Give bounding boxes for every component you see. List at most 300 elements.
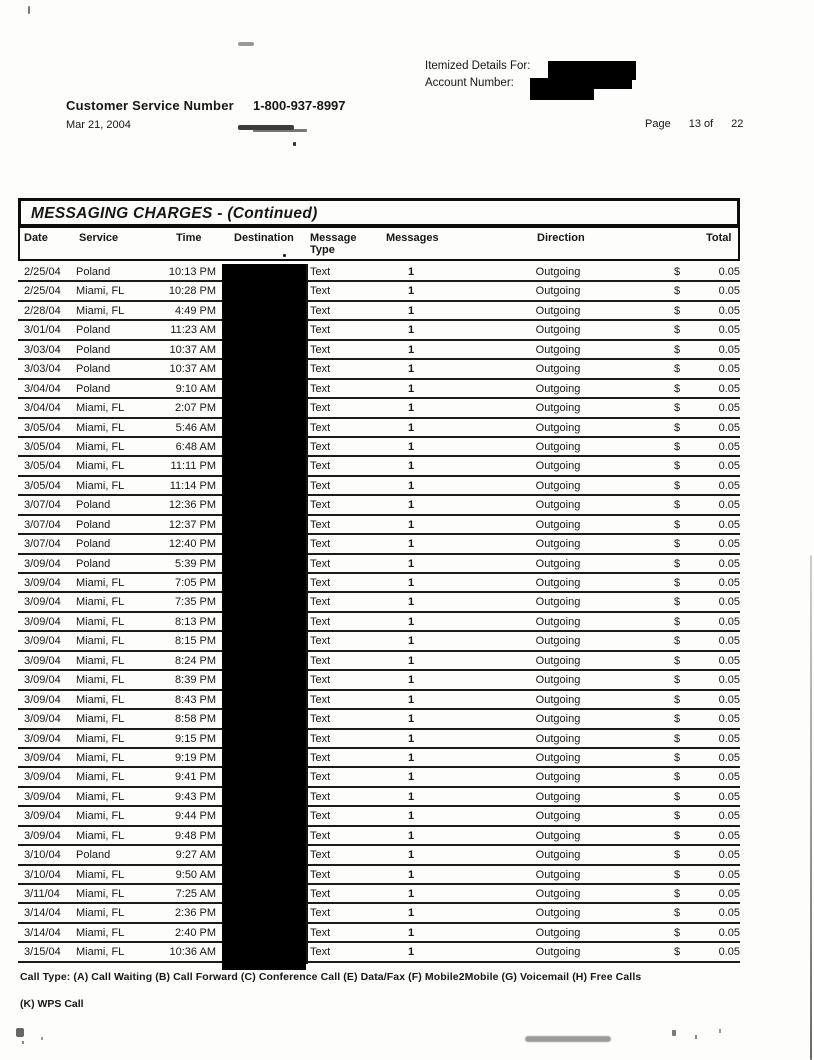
cell-messages: 1: [407, 304, 415, 317]
cell-messages: 1: [407, 557, 415, 570]
cell-messages: 1: [407, 751, 415, 764]
scan-edge-line: [810, 555, 812, 1060]
cell-time: 7:25 AM: [175, 888, 216, 900]
cell-total: [674, 655, 740, 668]
cell-date: 3/05/04: [24, 421, 61, 434]
currency-symbol: $: [674, 460, 681, 473]
cell-messages: 1: [407, 888, 415, 900]
table-row: [18, 710, 740, 729]
cell-message-type: Text: [310, 732, 331, 745]
scan-noise-dots: [672, 1030, 676, 1036]
table-row: [18, 652, 740, 671]
cell-date: 3/04/04: [24, 382, 61, 395]
cell-date: 3/11/04: [24, 888, 60, 900]
cell-message-type: Text: [310, 343, 331, 356]
cell-service: Poland: [76, 343, 111, 356]
total-amount: 0.05: [718, 382, 740, 395]
cell-total: [674, 538, 740, 551]
cell-service: Miami, FL: [76, 868, 125, 881]
cell-message-type: Text: [310, 499, 331, 512]
total-amount: 0.05: [718, 460, 740, 473]
total-amount: 0.05: [718, 285, 740, 298]
cell-messages: 1: [407, 421, 415, 434]
table-row: [18, 671, 740, 690]
total-amount: 0.05: [718, 479, 740, 492]
table-body: [18, 263, 740, 963]
table-row: [18, 613, 740, 632]
cell-date: 3/09/04: [24, 596, 61, 609]
total-amount: 0.05: [718, 363, 740, 376]
cell-total: [674, 635, 740, 648]
scan-noise-dot: [283, 254, 286, 257]
cell-total: [674, 363, 740, 376]
total-amount: 0.05: [718, 324, 740, 337]
cell-time: 8:13 PM: [175, 615, 216, 628]
total-amount: 0.05: [718, 674, 740, 687]
itemized-details-label: Itemized Details For:: [425, 60, 531, 72]
cell-total: [674, 771, 740, 784]
currency-symbol: $: [674, 596, 681, 609]
cell-total: [674, 752, 740, 765]
cell-total: [674, 558, 740, 571]
table-row: [18, 477, 740, 496]
cell-service: Miami, FL: [76, 810, 125, 823]
currency-symbol: $: [674, 790, 681, 803]
cell-date: 3/05/04: [24, 460, 61, 473]
total-amount: 0.05: [718, 518, 740, 531]
cell-total: [674, 266, 740, 279]
cell-direction: Outgoing: [535, 674, 581, 687]
cell-service: Poland: [76, 518, 111, 531]
cell-total: [674, 888, 740, 901]
cell-service: Miami, FL: [76, 304, 125, 317]
cell-service: Miami, FL: [76, 460, 125, 473]
cell-service: Miami, FL: [76, 440, 125, 453]
cell-service: Miami, FL: [76, 907, 125, 920]
cell-time: 9:43 PM: [175, 790, 216, 803]
cell-messages: 1: [407, 596, 415, 609]
table-row: [18, 282, 740, 301]
cell-service: Poland: [76, 499, 111, 512]
cell-message-type: Text: [310, 751, 331, 764]
cell-message-type: Text: [310, 888, 331, 900]
cell-service: Miami, FL: [76, 285, 125, 298]
cell-direction: Outgoing: [535, 402, 581, 415]
cell-messages: 1: [407, 654, 415, 667]
cell-direction: Outgoing: [535, 460, 581, 473]
cell-message-type: Text: [310, 421, 331, 434]
cell-date: 3/14/04: [24, 907, 61, 920]
cell-date: 3/05/04: [24, 479, 61, 492]
currency-symbol: $: [674, 615, 681, 628]
cell-message-type: Text: [310, 907, 331, 920]
cell-messages: 1: [407, 518, 415, 531]
cell-direction: Outgoing: [535, 343, 581, 356]
cell-total: [674, 830, 740, 843]
cell-messages: 1: [407, 790, 415, 803]
cell-date: 3/09/04: [24, 693, 61, 706]
cell-date: 3/09/04: [24, 790, 61, 803]
cell-time: 9:50 AM: [175, 868, 216, 881]
table-row: [18, 924, 740, 943]
cell-total: [674, 344, 740, 357]
cell-service: Miami, FL: [76, 402, 125, 415]
col-header-destination: Destination: [234, 232, 294, 244]
cell-messages: 1: [407, 266, 415, 278]
cell-direction: Outgoing: [535, 382, 581, 395]
table-row: [18, 419, 740, 438]
page-label: Page: [645, 118, 671, 130]
cell-message-type: Text: [310, 829, 331, 842]
cell-message-type: Text: [310, 266, 331, 278]
total-amount: 0.05: [718, 596, 740, 609]
cell-message-type: Text: [310, 635, 331, 648]
cell-time: 12:36 PM: [168, 499, 216, 512]
cell-total: [674, 441, 740, 454]
cell-date: 3/09/04: [24, 615, 61, 628]
cell-date: 3/09/04: [24, 577, 61, 589]
cell-direction: Outgoing: [535, 479, 581, 492]
cell-messages: 1: [407, 324, 415, 337]
page-indicator: [645, 118, 743, 130]
table-row: [18, 399, 740, 418]
cell-time: 2:07 PM: [175, 402, 216, 415]
currency-symbol: $: [674, 499, 681, 512]
cell-direction: Outgoing: [535, 557, 581, 570]
total-amount: 0.05: [718, 654, 740, 667]
table-row: [18, 691, 740, 710]
cell-total: [674, 519, 740, 532]
cell-direction: Outgoing: [535, 849, 581, 862]
cell-date: 3/03/04: [24, 343, 61, 356]
cell-message-type: Text: [310, 946, 331, 959]
cell-time: 8:58 PM: [175, 713, 216, 726]
total-amount: 0.05: [718, 693, 740, 706]
cell-date: 3/07/04: [24, 499, 61, 512]
total-amount: 0.05: [718, 849, 740, 862]
cell-time: 9:27 AM: [175, 849, 216, 862]
cell-total: [674, 422, 740, 435]
cell-service: Miami, FL: [76, 926, 125, 939]
wps-call-note: (K) WPS Call: [20, 998, 84, 1010]
col-header-date: Date: [24, 232, 48, 244]
cell-message-type: Text: [310, 460, 331, 473]
currency-symbol: $: [674, 577, 681, 589]
cell-message-type: Text: [310, 596, 331, 609]
cell-message-type: Text: [310, 402, 331, 415]
total-amount: 0.05: [718, 266, 740, 278]
cell-service: Miami, FL: [76, 615, 125, 628]
account-number-label: Account Number:: [425, 77, 514, 89]
cell-direction: Outgoing: [535, 790, 581, 803]
cell-date: 2/28/04: [24, 304, 61, 317]
cell-time: 9:10 AM: [175, 382, 216, 395]
table-row: [18, 380, 740, 399]
cell-total: [674, 810, 740, 823]
currency-symbol: $: [674, 382, 681, 395]
table-row: [18, 360, 740, 379]
cell-messages: 1: [407, 285, 415, 298]
cell-service: Poland: [76, 557, 111, 570]
currency-symbol: $: [674, 343, 681, 356]
cell-date: 3/09/04: [24, 713, 61, 726]
total-amount: 0.05: [718, 440, 740, 453]
cell-service: Miami, FL: [76, 674, 125, 687]
table-row: [18, 807, 740, 826]
cell-direction: Outgoing: [535, 946, 581, 959]
table-row: [18, 438, 740, 457]
cell-time: 8:43 PM: [175, 693, 216, 706]
customer-service-number: 1-800-937-8997: [253, 98, 346, 113]
cell-messages: 1: [407, 615, 415, 628]
cell-date: 3/09/04: [24, 674, 61, 687]
cell-direction: Outgoing: [535, 829, 581, 842]
currency-symbol: $: [674, 849, 681, 862]
cell-time: 11:23 AM: [170, 324, 216, 337]
cell-direction: Outgoing: [535, 615, 581, 628]
cell-date: 2/25/04: [24, 266, 61, 278]
total-amount: 0.05: [718, 713, 740, 726]
cell-time: 12:40 PM: [168, 538, 216, 551]
cell-service: Miami, FL: [76, 635, 125, 648]
cell-time: 11:14 PM: [169, 479, 216, 492]
cell-time: 6:48 AM: [175, 440, 216, 453]
cell-messages: 1: [407, 440, 415, 453]
col-header-direction: Direction: [537, 232, 585, 244]
currency-symbol: $: [674, 732, 681, 745]
cell-time: 9:41 PM: [175, 771, 216, 784]
cell-total: [674, 499, 740, 512]
total-amount: 0.05: [718, 751, 740, 764]
currency-symbol: $: [674, 907, 681, 920]
cell-service: Poland: [76, 266, 111, 278]
table-row: [18, 535, 740, 554]
cell-message-type: Text: [310, 615, 331, 628]
table-row: [18, 827, 740, 846]
cell-service: Miami, FL: [76, 421, 125, 434]
cell-direction: Outgoing: [535, 304, 581, 317]
currency-symbol: $: [674, 751, 681, 764]
cell-time: 2:40 PM: [175, 926, 216, 939]
cell-messages: 1: [407, 946, 415, 959]
table-row: [18, 846, 740, 865]
scan-noise-smudge: [238, 125, 294, 130]
cell-direction: Outgoing: [535, 440, 581, 453]
cell-direction: Outgoing: [535, 907, 581, 920]
col-header-message-type: Message Type: [310, 232, 357, 256]
cell-direction: Outgoing: [535, 868, 581, 881]
cell-time: 9:44 PM: [175, 810, 216, 823]
total-amount: 0.05: [718, 402, 740, 415]
cell-direction: Outgoing: [535, 771, 581, 784]
total-amount: 0.05: [718, 810, 740, 823]
currency-symbol: $: [674, 868, 681, 881]
cell-total: [674, 849, 740, 862]
currency-symbol: $: [674, 518, 681, 531]
total-amount: 0.05: [718, 888, 740, 900]
total-amount: 0.05: [718, 790, 740, 803]
currency-symbol: $: [674, 557, 681, 570]
col-header-total: Total: [706, 232, 732, 244]
message-type-column-divider: [306, 264, 308, 964]
cell-total: [674, 694, 740, 707]
total-amount: 0.05: [718, 538, 740, 551]
currency-symbol: $: [674, 479, 681, 492]
cell-total: [674, 480, 740, 493]
cell-date: 3/15/04: [24, 946, 61, 959]
cell-service: Miami, FL: [76, 751, 125, 764]
statement-date: Mar 21, 2004: [66, 119, 131, 131]
cell-time: 5:39 PM: [175, 557, 216, 570]
cell-date: 3/01/04: [24, 324, 61, 337]
cell-message-type: Text: [310, 285, 331, 298]
total-amount: 0.05: [718, 926, 740, 939]
cell-total: [674, 674, 740, 687]
cell-time: 11:11 PM: [170, 460, 216, 473]
page-total: 22: [731, 118, 744, 130]
cell-message-type: Text: [310, 713, 331, 726]
total-amount: 0.05: [718, 868, 740, 881]
scan-noise-mark: [16, 1028, 24, 1037]
cell-direction: Outgoing: [535, 888, 581, 900]
cell-time: 7:05 PM: [175, 577, 216, 589]
cell-total: [674, 733, 740, 746]
cell-direction: Outgoing: [535, 654, 581, 667]
cell-total: [674, 927, 740, 940]
table-row: [18, 574, 740, 593]
cell-message-type: Text: [310, 538, 331, 551]
cell-message-type: Text: [310, 440, 331, 453]
table-row: [18, 457, 740, 476]
cell-messages: 1: [407, 868, 415, 881]
cell-date: 3/05/04: [24, 440, 61, 453]
cell-date: 3/09/04: [24, 751, 61, 764]
cell-service: Miami, FL: [76, 946, 125, 959]
cell-direction: Outgoing: [535, 751, 581, 764]
cell-messages: 1: [407, 810, 415, 823]
cell-total: [674, 383, 740, 396]
cell-direction: Outgoing: [535, 421, 581, 434]
cell-time: 10:13 PM: [168, 266, 216, 278]
cell-time: 9:48 PM: [175, 829, 216, 842]
table-row: [18, 749, 740, 768]
messaging-charges-table: [18, 198, 740, 963]
cell-time: 10:37 AM: [169, 343, 216, 356]
cell-time: 9:15 PM: [175, 732, 216, 745]
cell-time: 2:36 PM: [175, 907, 216, 920]
total-amount: 0.05: [718, 499, 740, 512]
cell-service: Poland: [76, 538, 111, 551]
cell-total: [674, 305, 740, 318]
cell-direction: Outgoing: [535, 538, 581, 551]
cell-message-type: Text: [310, 304, 331, 317]
currency-symbol: $: [674, 713, 681, 726]
cell-message-type: Text: [310, 849, 331, 862]
cell-date: 3/09/04: [24, 654, 61, 667]
table-row: [18, 341, 740, 360]
cell-direction: Outgoing: [535, 732, 581, 745]
cell-direction: Outgoing: [535, 635, 581, 648]
total-amount: 0.05: [718, 557, 740, 570]
page-current: 13 of: [688, 118, 714, 130]
table-row: [18, 555, 740, 574]
cell-date: 3/09/04: [24, 829, 61, 842]
cell-messages: 1: [407, 499, 415, 512]
scan-noise-smudge: [525, 1036, 611, 1042]
cell-messages: 1: [407, 732, 415, 745]
table-row: [18, 632, 740, 651]
table-row: [18, 263, 740, 282]
cell-time: 8:24 PM: [175, 654, 216, 667]
cell-messages: 1: [407, 713, 415, 726]
total-amount: 0.05: [718, 829, 740, 842]
cell-messages: 1: [407, 538, 415, 551]
cell-service: Miami, FL: [76, 732, 125, 745]
col-header-messages: Messages: [386, 232, 439, 244]
cell-service: Miami, FL: [76, 713, 125, 726]
table-row: [18, 866, 740, 885]
cell-total: [674, 791, 740, 804]
cell-date: 3/14/04: [24, 926, 61, 939]
cell-messages: 1: [407, 577, 415, 589]
cell-time: 12:37 PM: [168, 518, 216, 531]
cell-time: 4:49 PM: [175, 304, 216, 317]
cell-messages: 1: [407, 402, 415, 415]
scan-noise-mark: [238, 42, 254, 46]
cell-message-type: Text: [310, 577, 331, 589]
cell-messages: 1: [407, 926, 415, 939]
cell-direction: Outgoing: [535, 810, 581, 823]
cell-direction: Outgoing: [535, 285, 581, 298]
table-row: [18, 496, 740, 515]
col-header-time: Time: [176, 232, 202, 244]
cell-total: [674, 285, 740, 298]
cell-message-type: Text: [310, 674, 331, 687]
cell-time: 5:46 AM: [175, 421, 216, 434]
total-amount: 0.05: [718, 907, 740, 920]
total-amount: 0.05: [718, 635, 740, 648]
currency-symbol: $: [674, 635, 681, 648]
total-amount: 0.05: [718, 946, 740, 959]
col-header-service: Service: [79, 232, 119, 244]
cell-direction: Outgoing: [535, 518, 581, 531]
scan-noise-mark: [28, 6, 30, 14]
currency-symbol: $: [674, 363, 681, 376]
cell-service: Poland: [76, 363, 111, 376]
cell-service: Miami, FL: [76, 654, 125, 667]
currency-symbol: $: [674, 402, 681, 415]
total-amount: 0.05: [718, 771, 740, 784]
cell-time: 10:28 PM: [168, 285, 216, 298]
currency-symbol: $: [674, 304, 681, 317]
cell-date: 3/07/04: [24, 518, 61, 531]
cell-messages: 1: [407, 382, 415, 395]
cell-total: [674, 907, 740, 920]
cell-message-type: Text: [310, 926, 331, 939]
cell-service: Poland: [76, 324, 111, 337]
cell-service: Miami, FL: [76, 577, 125, 589]
cell-messages: 1: [407, 674, 415, 687]
cell-direction: Outgoing: [535, 266, 581, 278]
cell-time: 10:36 AM: [169, 946, 216, 959]
cell-time: 10:37 AM: [169, 363, 216, 376]
table-row: [18, 885, 740, 904]
cell-service: Miami, FL: [76, 693, 125, 706]
cell-messages: 1: [407, 363, 415, 376]
cell-date: 2/25/04: [24, 285, 61, 298]
currency-symbol: $: [674, 266, 681, 278]
cell-service: Miami, FL: [76, 790, 125, 803]
